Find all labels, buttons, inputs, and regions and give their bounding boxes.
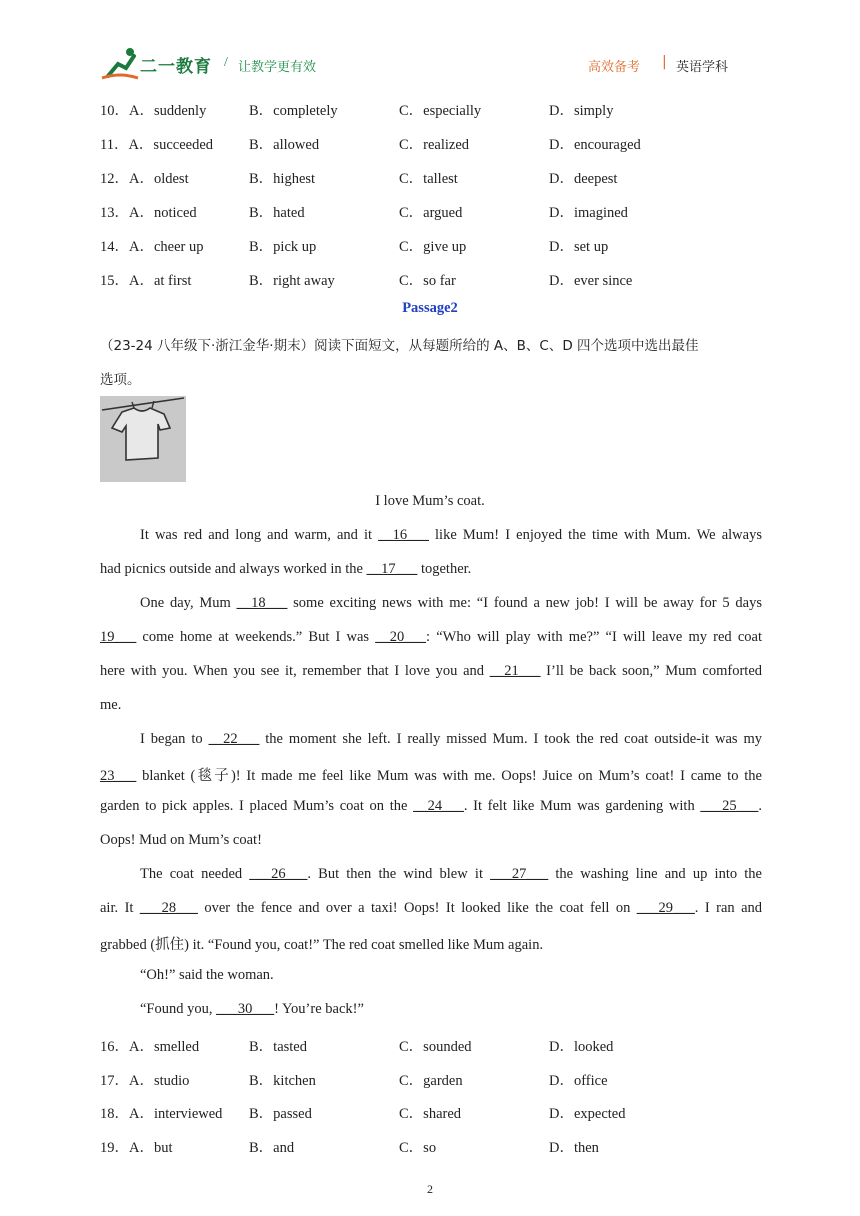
page-number: 2 xyxy=(427,1182,433,1196)
story-line: One day, Mum __18___ some exciting news with me: “I found a new job! I will be away for 5 days xyxy=(140,595,762,611)
option-a: 15．A．at first xyxy=(100,273,192,289)
option-a: 12．A．oldest xyxy=(100,171,189,187)
option-b: B．hated xyxy=(249,205,305,221)
blank-17: __17___ xyxy=(366,561,418,577)
option-c: C．garden xyxy=(399,1073,463,1089)
story-line: Oops! Mud on Mum’s coat! xyxy=(100,832,262,848)
option-c: C．so xyxy=(399,1140,437,1156)
option-d: D．ever since xyxy=(549,273,633,289)
option-row-17 xyxy=(100,1069,762,1089)
option-a: 18．A．interviewed xyxy=(100,1106,223,1122)
option-row-18 xyxy=(100,1102,762,1122)
option-d: D．office xyxy=(549,1073,608,1089)
option-b: B．pick up xyxy=(249,239,317,255)
story-line: had picnics outside and always worked in the __17___ together. xyxy=(100,561,472,577)
blank-28: ___28___ xyxy=(139,900,198,916)
option-d: D．deepest xyxy=(549,171,618,187)
option-c: C．give up xyxy=(399,239,467,255)
story-line: I began to __22___ the moment she left. I really missed Mum. I took the red coat outside-it was my xyxy=(140,731,762,747)
option-row-10 xyxy=(100,99,762,119)
option-c: C．sounded xyxy=(399,1039,472,1055)
option-d: D．then xyxy=(549,1140,599,1156)
story-line: grabbed (抓住) it. “Found you, coat!” The red coat smelled like Mum again. xyxy=(100,937,544,953)
option-a: 13．A．noticed xyxy=(100,205,197,221)
story-line: here with you. When you see it, remember that I love you and __21___ I’ll be back soon,” Mum comforted xyxy=(100,663,762,679)
option-c: C．realized xyxy=(399,137,470,153)
blank-19: 19___ xyxy=(100,629,137,645)
option-row-19 xyxy=(100,1136,762,1156)
blank-16: __16___ xyxy=(378,527,429,543)
story-line: “Oh!” said the woman. xyxy=(140,967,274,983)
option-d: D．set up xyxy=(549,239,609,255)
shirt-on-line-icon xyxy=(100,396,186,482)
tag-exam-prep: 高效备考 xyxy=(588,60,641,75)
blank-29: ___29___ xyxy=(636,900,695,916)
option-b: B．tasted xyxy=(249,1039,307,1055)
blank-25: ___25___ xyxy=(700,798,759,814)
story-line: air. It ___28___ over the fence and over a taxi! Oops! It looked like the coat fell on ___29___. I ran and xyxy=(100,900,763,916)
option-c: C．argued xyxy=(399,205,463,221)
option-b: B．allowed xyxy=(249,137,320,153)
option-b: B．and xyxy=(249,1140,295,1156)
option-a: 11．A．succeeded xyxy=(100,137,214,153)
option-d: D．looked xyxy=(549,1039,614,1055)
header-slash: / xyxy=(224,55,228,70)
story-line: 19___ come home at weekends.” But I was __20___: “Who will play with me?” “I will leave my red coat xyxy=(100,629,763,645)
option-c: C．tallest xyxy=(399,171,458,187)
option-row-11 xyxy=(100,133,762,153)
option-c: C．especially xyxy=(399,103,482,119)
blank-26: ___26___ xyxy=(249,866,308,882)
story-line: “Found you, ___30___! You’re back!” xyxy=(140,1001,364,1017)
option-b: B．highest xyxy=(249,171,316,187)
option-d: D．expected xyxy=(549,1106,626,1122)
option-row-12 xyxy=(100,167,762,187)
option-row-14 xyxy=(100,235,762,255)
slogan: 让教学更有效 xyxy=(238,60,317,75)
passage-title: Passage2 xyxy=(402,300,458,316)
option-row-16 xyxy=(100,1035,762,1055)
story-title: I love Mum’s coat. xyxy=(375,493,485,509)
option-row-13 xyxy=(100,201,762,221)
option-b: B．completely xyxy=(249,103,338,119)
blank-18: __18___ xyxy=(236,595,288,611)
page-header xyxy=(100,44,762,84)
option-c: C．shared xyxy=(399,1106,462,1122)
blank-30: ___30___ xyxy=(216,1001,275,1017)
story-line: garden to pick apples. I placed Mum’s coat on the __24___. It felt like Mum was gardening with ___25___. xyxy=(100,798,762,814)
passage-intro-line1: （23-24 八年级下·浙江金华·期末）阅读下面短文，从每题所给的 A、B、C、D 四个选项中选出最佳 xyxy=(100,338,699,354)
blank-24: __24___ xyxy=(413,798,464,814)
story-line: It was red and long and warm, and it __16___ like Mum! I enjoyed the time with Mum. We always xyxy=(140,527,762,543)
option-b: B．kitchen xyxy=(249,1073,316,1089)
story-line: 23___ blanket (毯子)! It made me feel like Mum was with me. Oops! Juice on Mum’s coat! I came to the xyxy=(100,768,762,784)
option-a: 17．A．studio xyxy=(100,1073,190,1089)
logo-text: 二一教育 xyxy=(140,57,212,77)
option-a: 19．A．but xyxy=(100,1140,173,1156)
option-c: C．so far xyxy=(399,273,456,289)
blank-23: 23___ xyxy=(100,768,137,784)
story-line: The coat needed ___26___. But then the wind blew it ___27___ the washing line and up into the xyxy=(140,866,762,882)
option-b: B．passed xyxy=(249,1106,312,1122)
option-a: 14．A．cheer up xyxy=(100,239,204,255)
blank-21: __21___ xyxy=(489,663,541,679)
blank-27: ___27___ xyxy=(490,866,549,882)
blank-20: __20___ xyxy=(375,629,426,645)
option-a: 16．A．smelled xyxy=(100,1039,200,1055)
option-d: D．encouraged xyxy=(549,137,641,153)
tag-separator: | xyxy=(662,54,667,70)
passage-intro-line2: 选项。 xyxy=(100,372,141,388)
tag-subject: 英语学科 xyxy=(676,60,729,75)
story-line: me. xyxy=(100,697,122,713)
option-row-15 xyxy=(100,269,762,289)
option-d: D．simply xyxy=(549,103,614,119)
option-a: 10．A．suddenly xyxy=(100,103,207,119)
blank-22: __22___ xyxy=(208,731,260,747)
option-b: B．right away xyxy=(249,273,335,289)
option-d: D．imagined xyxy=(549,205,628,221)
